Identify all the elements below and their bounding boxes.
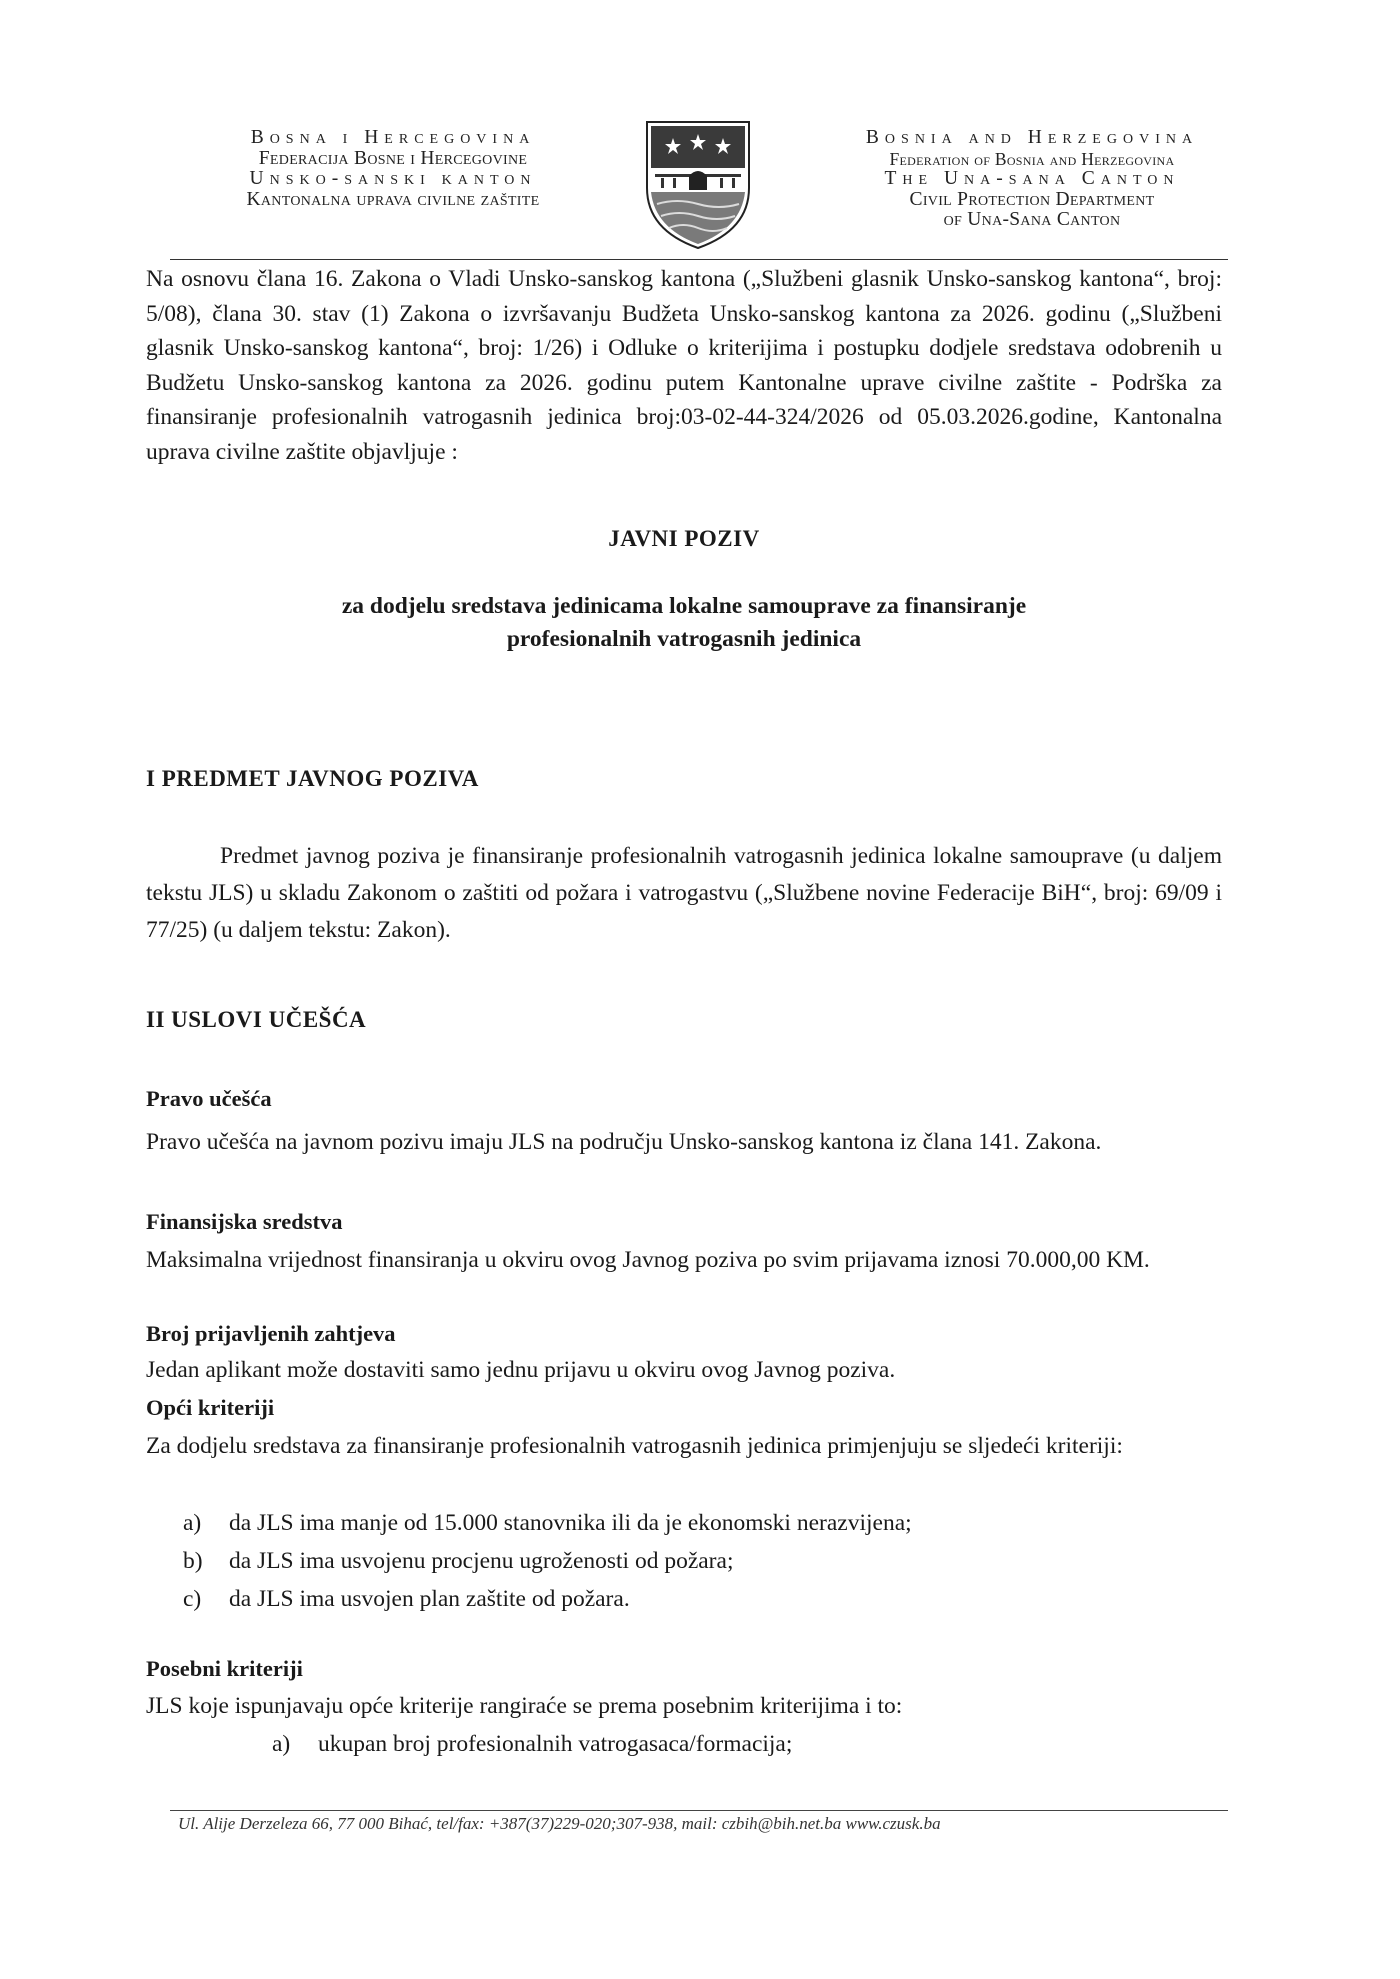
- document-title: JAVNI POZIV: [608, 526, 760, 551]
- section-paragraph: Maksimalna vrijednost finansiranja u okviru ovog Javnog poziva po svim prijavama iznosi 70.000,00 KM.: [146, 1247, 1150, 1273]
- section-paragraph: Za dodjelu sredstava za finansiranje profesionalnih vatrogasnih jedinica primjenjuju se sljedeći kriteriji:: [146, 1433, 1123, 1459]
- letterhead-right-line: Federation of Bosnia and Herzegovina: [889, 148, 1175, 169]
- subtitle-line: profesionalnih vatrogasnih jedinica: [506, 626, 862, 652]
- footer-contact: Ul. Alije Derzeleza 66, 77 000 Bihać, tel/fax: +387(37)229-020;307-938, mail: czbih@bih.net.ba www.czusk.ba: [178, 1814, 941, 1833]
- intro-paragraph: Na osnovu člana 16. Zakona o Vladi Unsko-sanskog kantona („Službeni glasnik Unsko-sanskog kantona“, broj: 5/08), člana 30. stav (1) Zakona o izvršavanju Budžeta Unsko-sanskog kantona za 2026. godinu („Službeni glasnik Unsko-sanskog kantona“, broj: 1/26) i Odluke o kriterijima i postupku dodjele sredstava odobrenih u Budžetu Unsko-sanskog kantona za 2026. godinu putem Kantonalne uprave civilne zaštite - Podrška za finansiranje profesionalnih vatrogasnih jedinica broj:03-02-44-324/2026 od 05.03.2026.godine, Kantonalna uprava civilne zaštite objavljuje :: [146, 266, 1222, 465]
- letterhead-right: [822, 128, 1242, 231]
- list-item: [272, 1728, 792, 1761]
- list-item-label: a): [272, 1731, 291, 1757]
- section-paragraph: Jedan aplikant može dostaviti samo jednu prijavu u okviru ovog Javnog poziva.: [146, 1357, 896, 1383]
- section-paragraph: Predmet javnog poziva je finansiranje profesionalnih vatrogasnih jedinica lokalne samouprave (u daljem tekstu JLS) u skladu Zakonom o zaštiti od požara i vatrogastvu („Službene novine Federacije BiH“, broj: 69/09 i 77/25) (u daljem tekstu: Zakon).: [146, 843, 1222, 943]
- letterhead-right-line: of Una-Sana Canton: [943, 209, 1121, 230]
- letterhead-right-line: Bosnia and Herzegovina: [865, 127, 1199, 148]
- list-item: [183, 1583, 630, 1616]
- section-paragraph: Pravo učešća na javnom pozivu imaju JLS na području Unsko-sanskog kantona iz člana 141. Zakona.: [146, 1129, 1102, 1155]
- letterhead-left-line: Unsko-sanski kanton: [249, 168, 537, 189]
- letterhead-divider: [170, 259, 1228, 260]
- list-item-label: c): [183, 1586, 202, 1612]
- list-item-text: da JLS ima usvojen plan zaštite od požara.: [229, 1586, 630, 1612]
- subsection-heading: Posebni kriteriji: [146, 1656, 303, 1681]
- letterhead-left: [168, 128, 618, 210]
- letterhead-left-line: Federacija Bosne i Hercegovine: [258, 147, 528, 169]
- subsection-heading: Pravo učešća: [146, 1086, 272, 1111]
- section-heading: II USLOVI UČEŠĆA: [146, 1007, 367, 1032]
- letterhead-left-line: Bosna i Hercegovina: [250, 127, 536, 148]
- letterhead-left-line: Kantonalna uprava civilne zaštite: [246, 188, 540, 210]
- document-subtitle: [146, 590, 1222, 656]
- list-item-text: da JLS ima usvojenu procjenu ugroženosti od požara;: [229, 1548, 734, 1574]
- letterhead-right-line: Civil Protection Department: [909, 188, 1155, 210]
- subsection-heading: Opći kriteriji: [146, 1395, 275, 1420]
- list-item-text: ukupan broj profesionalnih vatrogasaca/formacija;: [318, 1731, 793, 1757]
- subsection-heading: Finansijska sredstva: [146, 1209, 343, 1234]
- list-item: [183, 1545, 733, 1578]
- subtitle-line: za dodjelu sredstava jedinicama lokalne samouprave za finansiranje: [341, 593, 1027, 619]
- subsection-heading: Broj prijavljenih zahtjeva: [146, 1321, 396, 1346]
- list-item-label: a): [183, 1510, 202, 1536]
- list-item-label: b): [183, 1548, 203, 1574]
- section-heading: I PREDMET JAVNOG POZIVA: [146, 766, 479, 791]
- section-paragraph: JLS koje ispunjavaju opće kriterije rangiraće se prema posebnim kriterijima i to:: [146, 1693, 903, 1719]
- letterhead-right-line: The Una-sana Canton: [884, 168, 1180, 189]
- footer-divider: [170, 1810, 1228, 1811]
- canton-crest-logo: [641, 118, 755, 252]
- list-item-text: da JLS ima manje od 15.000 stanovnika ili da je ekonomski nerazvijena;: [229, 1510, 912, 1536]
- list-item: [183, 1507, 912, 1540]
